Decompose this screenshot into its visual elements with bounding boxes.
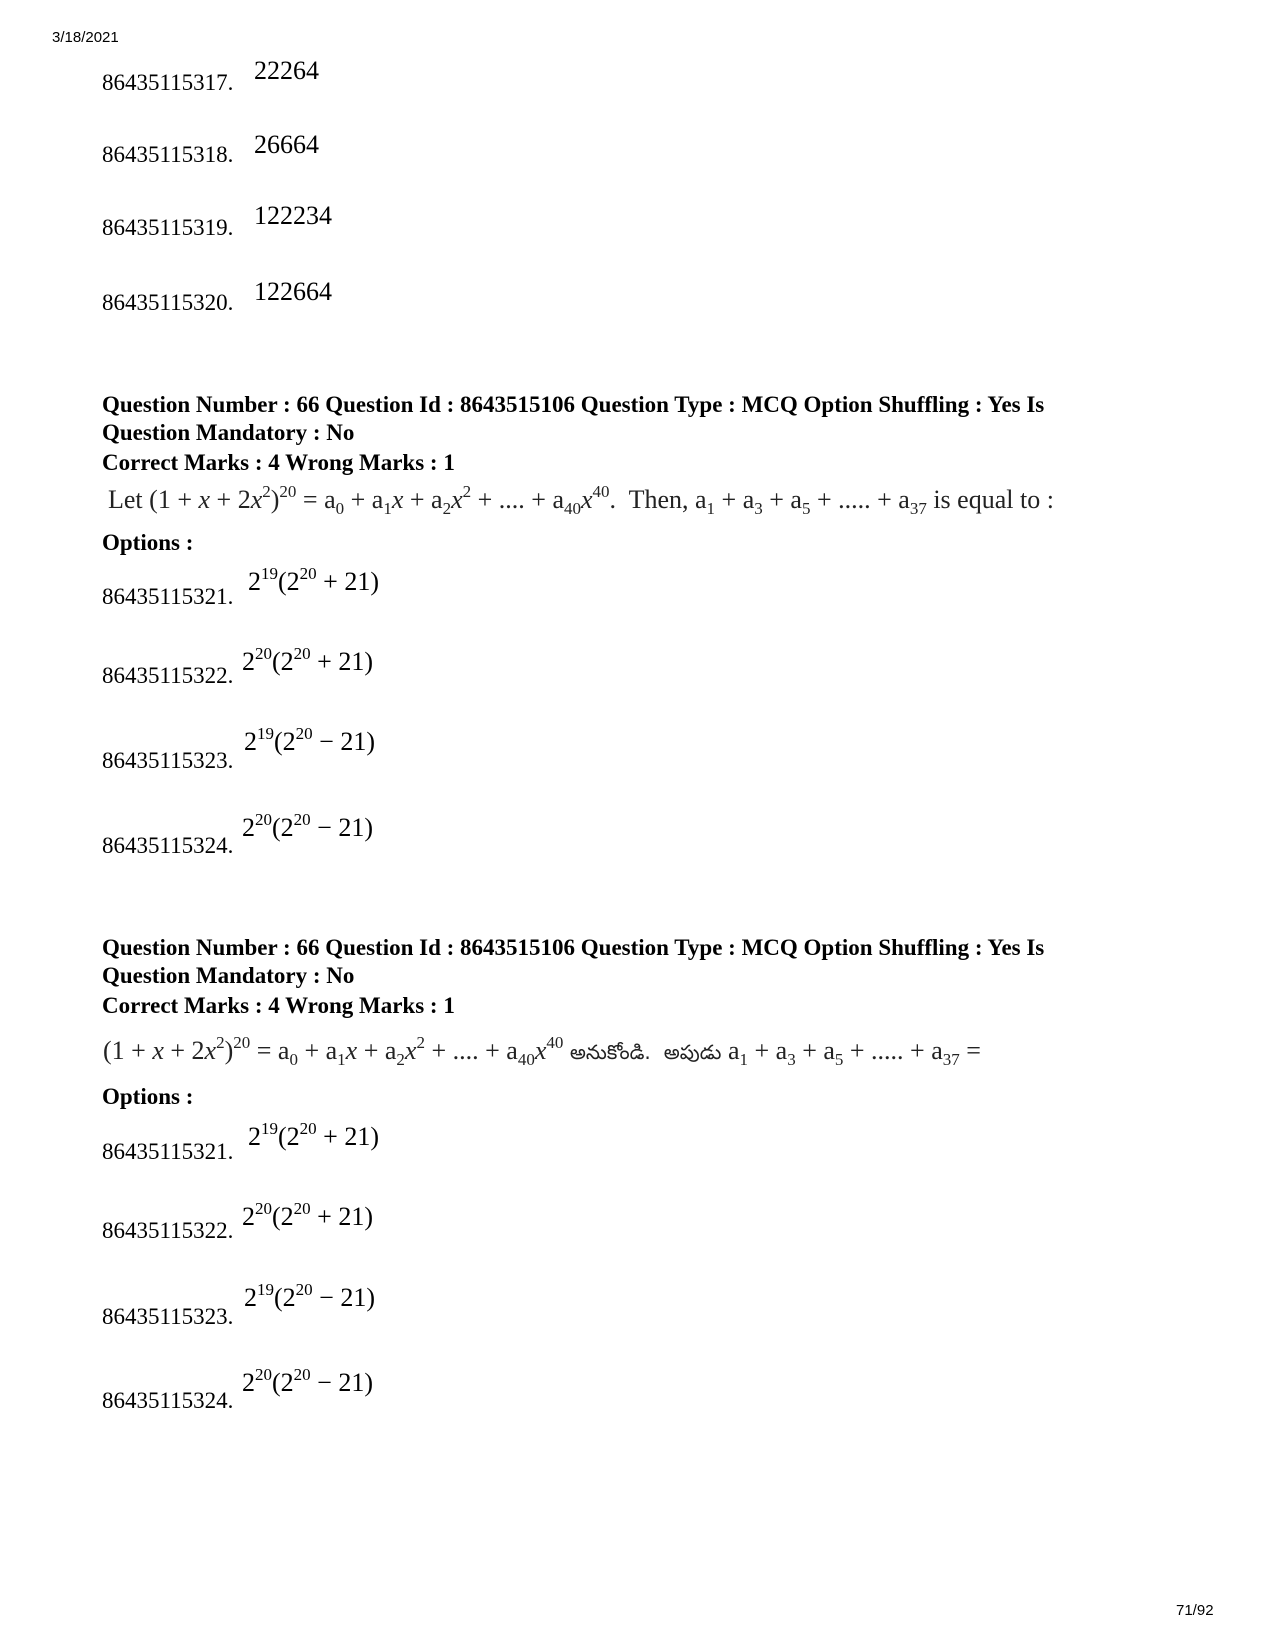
option-id: 86435115319. — [102, 215, 234, 240]
option-row — [102, 1119, 380, 1165]
option-id: 86435115323. — [102, 1304, 234, 1329]
option-id: 86435115321. — [102, 1139, 234, 1164]
option-id: 86435115322. — [102, 1218, 234, 1243]
option-value: 22264 — [254, 56, 319, 85]
option-value: $2^{20}(2^{20} - 21)$ — [242, 1365, 374, 1397]
stem-lead: Let — [108, 485, 143, 514]
option-id: 86435115317. — [102, 70, 234, 95]
option-id: 86435115321. — [102, 584, 234, 609]
option-id: 86435115318. — [102, 142, 234, 167]
option-value: $2^{19}(2^{20} + 21)$ — [248, 564, 380, 596]
option-row — [102, 810, 374, 859]
stem-telugu-then: అపుడు — [663, 1040, 722, 1064]
print-date: 3/18/2021 — [52, 29, 119, 46]
stem-tail: is equal to : — [933, 485, 1054, 514]
question-stem: $(1 + x + 2x^2)^{20} = a_0 + a_1x + a_2x^2$ + .... + $a_{40}x^{40}$ అనుకోండి. అపుడు $a_1 + a_3 + a_5$ + ..... + $a_{37}$ = — [103, 1033, 981, 1069]
option-id: 86435115322. — [102, 663, 234, 688]
option-row — [102, 644, 374, 689]
option-value: 122234 — [254, 201, 332, 230]
option-id: 86435115324. — [102, 833, 234, 858]
stem-then: Then, — [628, 485, 689, 514]
question-header-line: Question Mandatory : No — [102, 420, 355, 445]
stem-telugu-assume: అనుకోండి. — [569, 1040, 651, 1064]
question-header-line: Question Number : 66 Question Id : 8643515106 Question Type : MCQ Option Shuffling : Yes Is — [102, 392, 1045, 417]
question-header-line: Question Number : 66 Question Id : 8643515106 Question Type : MCQ Option Shuffling : Yes Is — [102, 935, 1045, 960]
options-label: Options : — [102, 530, 194, 555]
option-row — [102, 564, 380, 610]
option-row — [102, 277, 332, 316]
option-row — [102, 724, 376, 774]
question-stem: Let $(1 + x + 2x^2)^{20} = a_0 + a_1x + a_2x^2$ + .... + $a_{40}x^{40}$. Then, $a_1 + a_3 + a_5$ + ..... + $a_{37}$ is equal to : — [108, 482, 1054, 518]
option-value: 122664 — [254, 277, 332, 306]
question-marks: Correct Marks : 4 Wrong Marks : 1 — [102, 993, 455, 1018]
option-row — [102, 130, 319, 168]
question-header — [102, 391, 1182, 447]
question-header — [102, 934, 1182, 990]
option-id: 86435115320. — [102, 290, 234, 315]
option-id: 86435115323. — [102, 748, 234, 773]
option-value: $2^{19}(2^{20} + 21)$ — [248, 1119, 380, 1151]
question-marks: Correct Marks : 4 Wrong Marks : 1 — [102, 450, 455, 475]
question-header-line: Question Mandatory : No — [102, 963, 355, 988]
option-value: $2^{19}(2^{20} - 21)$ — [244, 1280, 376, 1312]
option-row — [102, 1199, 374, 1244]
option-value: $2^{20}(2^{20} + 21)$ — [242, 1199, 374, 1231]
option-value: $2^{20}(2^{20} + 21)$ — [242, 644, 374, 676]
option-value: $2^{19}(2^{20} - 21)$ — [244, 724, 376, 756]
option-row — [102, 1280, 376, 1330]
option-value: $2^{20}(2^{20} - 21)$ — [242, 810, 374, 842]
option-row — [102, 1365, 374, 1414]
option-value: 26664 — [254, 130, 319, 159]
option-id: 86435115324. — [102, 1388, 234, 1413]
options-label: Options : — [102, 1084, 194, 1109]
option-row — [102, 56, 319, 96]
page-number: 71/92 — [1176, 1602, 1214, 1619]
option-row — [102, 201, 332, 241]
